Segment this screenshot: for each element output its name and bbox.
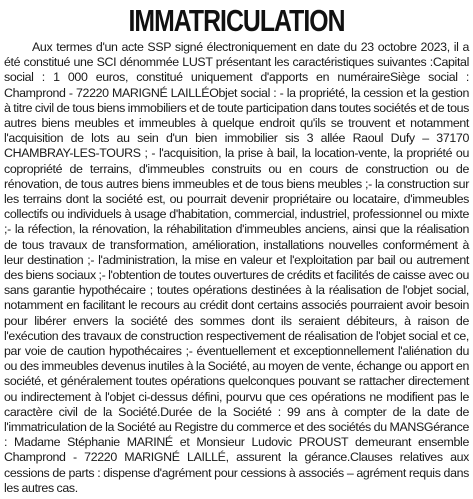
notice-body-text: Aux termes d'un acte SSP signé électroniquement en date du 23 octobre 2023, il a été constitué une SCI dénommée LUST présentant les caractéristiques suivantes :Capital social : 1 000 euros, constitué uniquement d'apports en numéraireSiège social : Champrond - 72220 MARIGNÉ LAILLÉObjet social : - la propriété, la cession et la gestion à titre civil de tous biens immobiliers et de toute participation dans toutes sociétés et de tous autres biens meubles et immeubles à quelque endroit qu'ils se trouvent et notamment l'acquisition de lots au sein d'un bien immobilier sis 3 allée Raoul Dufy – 37170 CHAMBRAY-LES-TOURS ; - l'acquisition, la prise à bail, la location-vente, la propriété ou copropriété de terrains, d'immeubles construits ou en cours de construction ou de rénovation, de tous autres biens immeubles et de tous biens meubles ;- la construction sur les terrains dont la société est, ou pourrait devenir propriétaire ou locataire, d'immeubles collectifs ou individuels à usage d'habitation, commercial, industriel, professionnel ou mixte ;- la réfection, la rénovation, la réhabilitation d'immeubles anciens, ainsi que la réalisation de tous travaux de transformation, amélioration, installations nouvelles conformément à leur destination ;- l'administration, la mise en valeur et l'exploitation par bail ou autrement des biens sociaux ;- l'obtention de toutes ouvertures de crédits et facilités de caisse avec ou sans garantie hypothécaire ; toutes opérations destinées à la réalisation de l'objet social, notamment en facilitant le recours au crédit dont certains associés pourraient avoir besoin pour libérer envers la société des sommes dont ils seraient débiteurs, à raison de l'exécution des travaux de construction respectivement de réalisation de l'objet social et ce, par voie de caution hypothécaires ;- éventuellement et exceptionnellement l'aliénation du ou des immeubles devenus inutiles à la Société, au moyen de vente, échange ou apport en société, et généralement toutes opérations quelconques pouvant se rattacher directement ou indirectement à l'objet ci-dessus défini, pourvu que ces opérations ne modifient pas le caractère civil de la Société.Durée de la Société : 99 ans à compter de la date de l'immatriculation de la Société au Registre du commerce et des sociétés du MANSGérance : Madame Stéphanie MARINÉ et Monsieur Ludovic PROUST demeurant ensemble Champrond - 72220 MARIGNÉ LAILLÉ, assurent la gérance.Clauses relatives aux cessions de parts : dispense d'agrément pour cessions à associés – agrément requis dans les autres cas.	[4, 40, 469, 495]
notice-title: IMMATRICULATION	[128, 3, 345, 38]
